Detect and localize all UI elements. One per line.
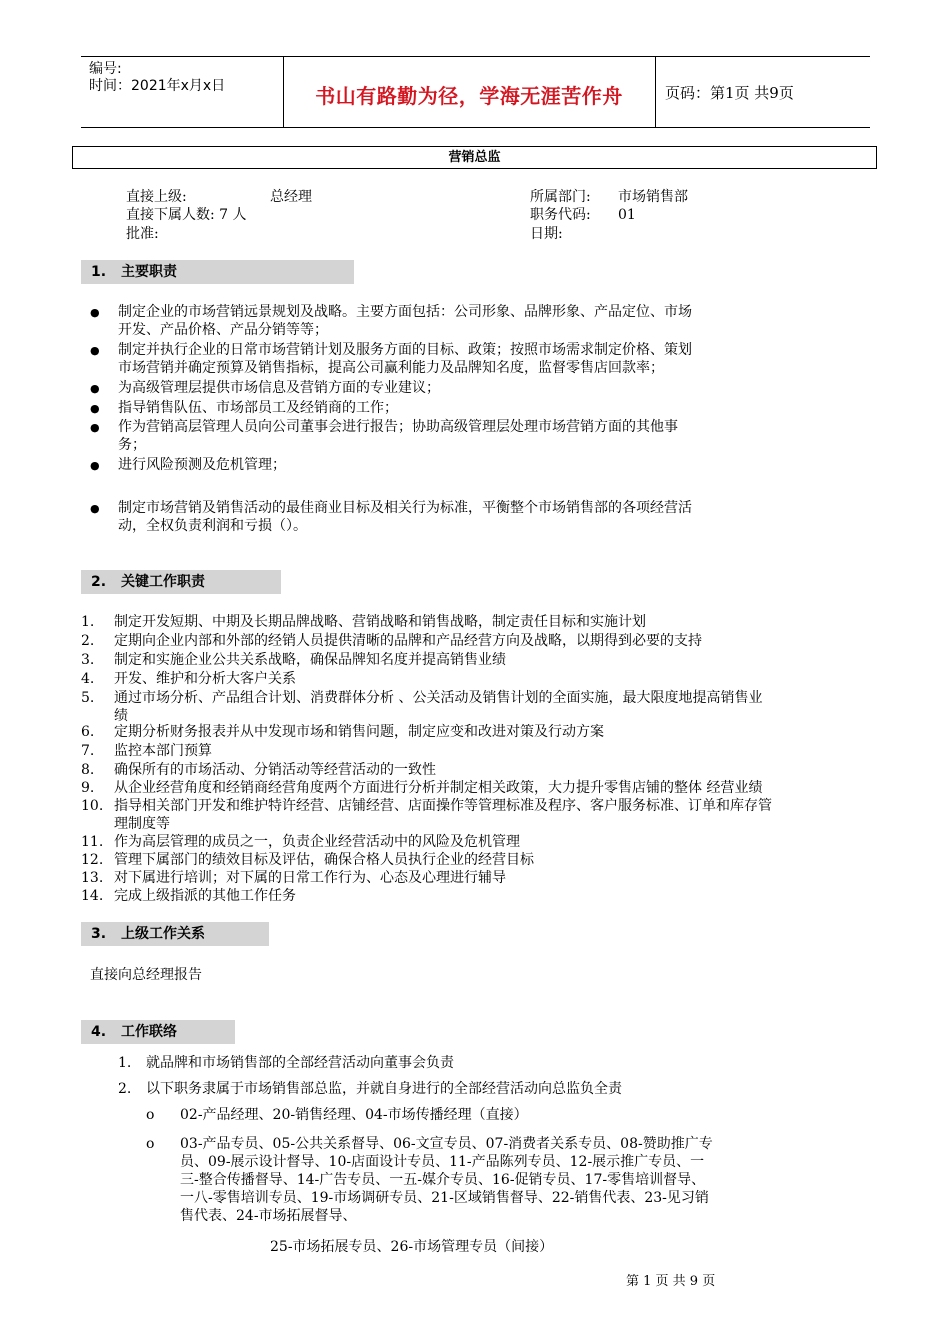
- contact-item-number: 1.: [118, 1055, 132, 1071]
- section-title: 上级工作关系: [121, 926, 205, 942]
- section-heading-3: [81, 922, 269, 946]
- info-code-label: 职务代码:: [530, 207, 591, 223]
- section-title: 主要职责: [121, 264, 177, 280]
- info-approval: 批准:: [126, 226, 159, 242]
- section-number: 1.: [91, 264, 107, 280]
- bullet-icon: ●: [90, 421, 100, 434]
- contact-item-text: 就品牌和市场销售部的全部经营活动向董事会负责: [146, 1055, 454, 1071]
- bullet-icon: ●: [90, 382, 100, 395]
- bullet-icon: ●: [90, 402, 100, 415]
- info-date-label: 日期:: [530, 226, 563, 242]
- section-heading-2: [81, 570, 281, 594]
- header-page-info: 页码：第1页 共9页: [665, 84, 794, 102]
- section-number: 4.: [91, 1024, 107, 1040]
- header-motto: 书山有路勤为径，学海无涯苦作舟: [315, 84, 623, 108]
- contact-item-number: 2.: [118, 1081, 132, 1097]
- indirect-reports-tail: 25-市场拓展专员、26-市场管理专员（间接）: [270, 1239, 554, 1255]
- header-divider: [655, 57, 656, 127]
- section-number: 2.: [91, 574, 107, 590]
- page-footer: 第 1 页 共 9 页: [626, 1274, 716, 1289]
- section-heading-1: [81, 260, 354, 284]
- sub-bullet-icon: o: [146, 1136, 155, 1152]
- section-number: 3.: [91, 926, 107, 942]
- job-title: 营销总监: [72, 146, 877, 169]
- info-subordinates: 直接下属人数: 7 人: [126, 207, 247, 223]
- doc-code-label: 编号:: [89, 61, 122, 77]
- sub-bullet-icon: o: [146, 1107, 155, 1123]
- bullet-icon: ●: [90, 459, 100, 472]
- info-superior-value: 总经理: [270, 189, 312, 205]
- contact-item-text: 以下职务隶属于市场销售部总监，并就自身进行的全部经营活动向总监负全责: [146, 1081, 622, 1097]
- info-code-value: 01: [618, 207, 636, 223]
- bullet-icon: ●: [90, 344, 100, 357]
- direct-reports: 02-产品经理、20-销售经理、04-市场传播经理（直接）: [180, 1107, 528, 1123]
- bullet-icon: ●: [90, 306, 100, 319]
- doc-time-label: 时间：2021年x月x日: [89, 78, 226, 94]
- bullet-icon: ●: [90, 502, 100, 515]
- section-title: 关键工作职责: [121, 574, 205, 590]
- info-department-label: 所属部门:: [530, 189, 591, 205]
- document-header: [81, 56, 870, 128]
- info-department-value: 市场销售部: [618, 189, 688, 205]
- reporting-line: 直接向总经理报告: [90, 967, 202, 983]
- header-meta: [89, 61, 225, 95]
- section-heading-4: [81, 1020, 235, 1044]
- indirect-reports: 03-产品专员、05-公共关系督导、06-文宣专员、07-消费者关系专员、08-赞助推广专 员、09-展示设计督导、10-店面设计专员、11-产品陈列专员、12-展示推广专员、一 三-整合传播督导、14-广告专员、一五-媒介专员、16-促销专员、17-零售培训督导、 一八-零售培训专员、19-市场调研专员、21-区域销售督导、22-销售代表、23-见习销 售代表、24-市场拓展督导、: [180, 1136, 713, 1224]
- section-title: 工作联络: [121, 1024, 177, 1040]
- info-superior-label: 直接上级:: [126, 189, 187, 205]
